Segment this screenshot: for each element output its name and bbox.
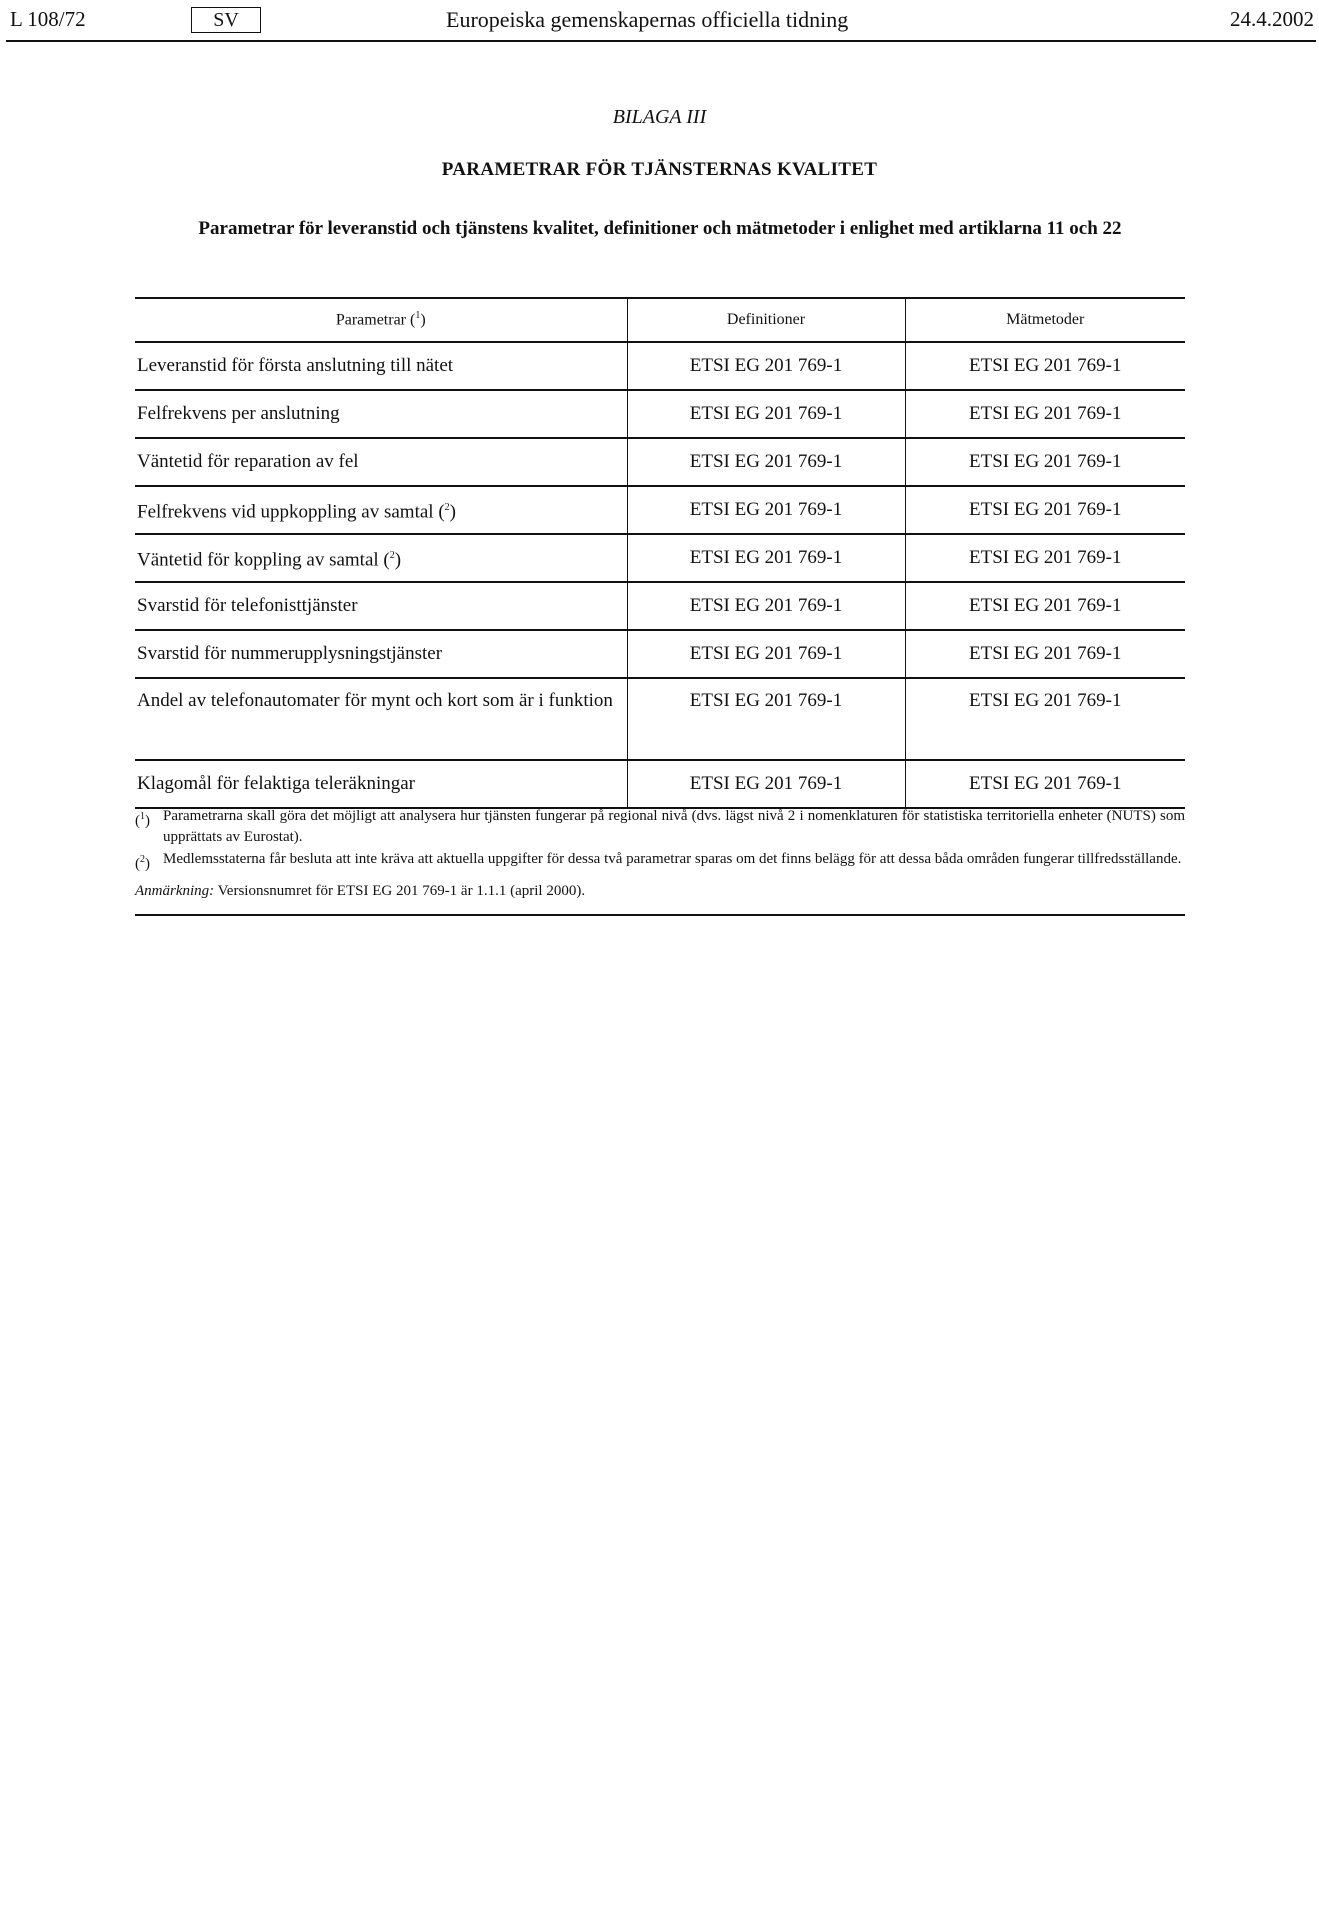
definition-cell: ETSI EG 201 769-1 (627, 390, 905, 438)
table-row (135, 486, 1185, 534)
table-row (135, 390, 1185, 438)
parameter-text: Felfrekvens vid uppkoppling av samtal (137, 501, 434, 523)
parameter-cell (135, 438, 627, 486)
method-cell: ETSI EG 201 769-1 (905, 630, 1185, 678)
parameter-cell (135, 760, 627, 808)
footnote-mark: ($^2$) (135, 854, 150, 872)
definition-cell: ETSI EG 201 769-1 (627, 582, 905, 630)
page-reference: L 108/72 (10, 7, 86, 31)
footnote-list (135, 806, 1185, 875)
method-cell: ETSI EG 201 769-1 (905, 486, 1185, 534)
parameter-text: Leveranstid för första anslutning till nätet (137, 355, 454, 376)
definition-cell: ETSI EG 201 769-1 (627, 534, 905, 582)
document-subtitle: Parametrar för leveranstid och tjänstens kvalitet, definitioner och mätmetoder i enlighet med artiklarna 11 och 22 (198, 218, 1122, 239)
parameter-text: Väntetid för koppling av samtal (137, 549, 379, 571)
footnote-mark: ($^1$) (135, 811, 150, 829)
footnote-number: 2 (140, 854, 145, 865)
parameter-text: Andel av telefonautomater för mynt och kort som är i funktion (137, 690, 613, 711)
definition-cell: ETSI EG 201 769-1 (627, 486, 905, 534)
footnote-text: Medlemsstaterna får besluta att inte kräva att aktuella uppgifter för dessa två parametrar sparas om det finns belägg för att dessa båda områden fungerar tillfredsställande. (163, 851, 1182, 867)
journal-title: Europeiska gemenskapernas officiella tidning (446, 7, 849, 32)
footnote-number: 1 (140, 811, 145, 822)
parameter-cell (135, 630, 627, 678)
table-row (135, 760, 1185, 808)
table-row (135, 630, 1185, 678)
column-header-parameters: Parametrar ($^1$) (135, 298, 627, 342)
definition-cell: ETSI EG 201 769-1 (627, 342, 905, 390)
parameter-cell: Väntetid för koppling av samtal ($^2$) (135, 534, 627, 582)
table-row (135, 438, 1185, 486)
definition-cell: ETSI EG 201 769-1 (627, 678, 905, 760)
footnote (135, 849, 1185, 875)
table-header-row (135, 298, 1185, 342)
annex-label: BILAGA III (612, 106, 707, 128)
page-header (6, 2, 1316, 42)
definition-cell: ETSI EG 201 769-1 (627, 438, 905, 486)
parameter-text: Svarstid för telefonisttjänster (137, 595, 358, 616)
parameter-text: Klagomål för felaktiga teleräkningar (137, 773, 416, 794)
method-cell: ETSI EG 201 769-1 (905, 678, 1185, 760)
definition-cell: ETSI EG 201 769-1 (627, 760, 905, 808)
document-title: PARAMETRAR FÖR TJÄNSTERNAS KVALITET (441, 159, 878, 180)
publication-date: 24.4.2002 (1230, 7, 1314, 31)
method-cell: ETSI EG 201 769-1 (905, 438, 1185, 486)
parameter-cell (135, 390, 627, 438)
footnote-ref: 1 (415, 310, 421, 322)
table-row (135, 678, 1185, 760)
column-header-methods: Mätmetoder (905, 298, 1185, 342)
footnote-text: Parametrarna skall göra det möjligt att analysera hur tjänsten fungerar på regional nivå (dvs. lägst nivå 2 i nomenklaturen för statistiska territoriella enheter (NUTS) som upprättats av Eurostat). (163, 808, 1185, 845)
table-row (135, 534, 1185, 582)
method-cell: ETSI EG 201 769-1 (905, 582, 1185, 630)
footnote-ref: 2 (444, 501, 450, 513)
parameter-cell (135, 342, 627, 390)
note-label: Anmärkning: (135, 883, 215, 899)
column-header-definitions: Definitioner (627, 298, 905, 342)
parameters-table (135, 297, 1185, 809)
column-header-parameters-label: Parametrar (335, 311, 407, 329)
method-cell: ETSI EG 201 769-1 (905, 342, 1185, 390)
parameter-cell (135, 678, 627, 760)
parameter-text: Svarstid för nummerupplysningstjänster (137, 643, 443, 664)
footnote (135, 806, 1185, 848)
note-text: Versionsnumret för ETSI EG 201 769-1 är 1.1.1 (april 2000). (217, 883, 586, 899)
method-cell: ETSI EG 201 769-1 (905, 760, 1185, 808)
definition-cell: ETSI EG 201 769-1 (627, 630, 905, 678)
language-code: SV (191, 7, 261, 33)
parameter-cell (135, 582, 627, 630)
method-cell: ETSI EG 201 769-1 (905, 390, 1185, 438)
parameter-text: Väntetid för reparation av fel (137, 451, 359, 472)
footnote-ref: 2 (389, 549, 395, 561)
table-row (135, 582, 1185, 630)
table-row (135, 342, 1185, 390)
note (135, 881, 1185, 916)
method-cell: ETSI EG 201 769-1 (905, 534, 1185, 582)
table-body (135, 342, 1185, 808)
parameter-text: Felfrekvens per anslutning (137, 403, 340, 424)
footnotes (135, 806, 1185, 916)
parameter-cell: Felfrekvens vid uppkoppling av samtal ($^2$) (135, 486, 627, 534)
